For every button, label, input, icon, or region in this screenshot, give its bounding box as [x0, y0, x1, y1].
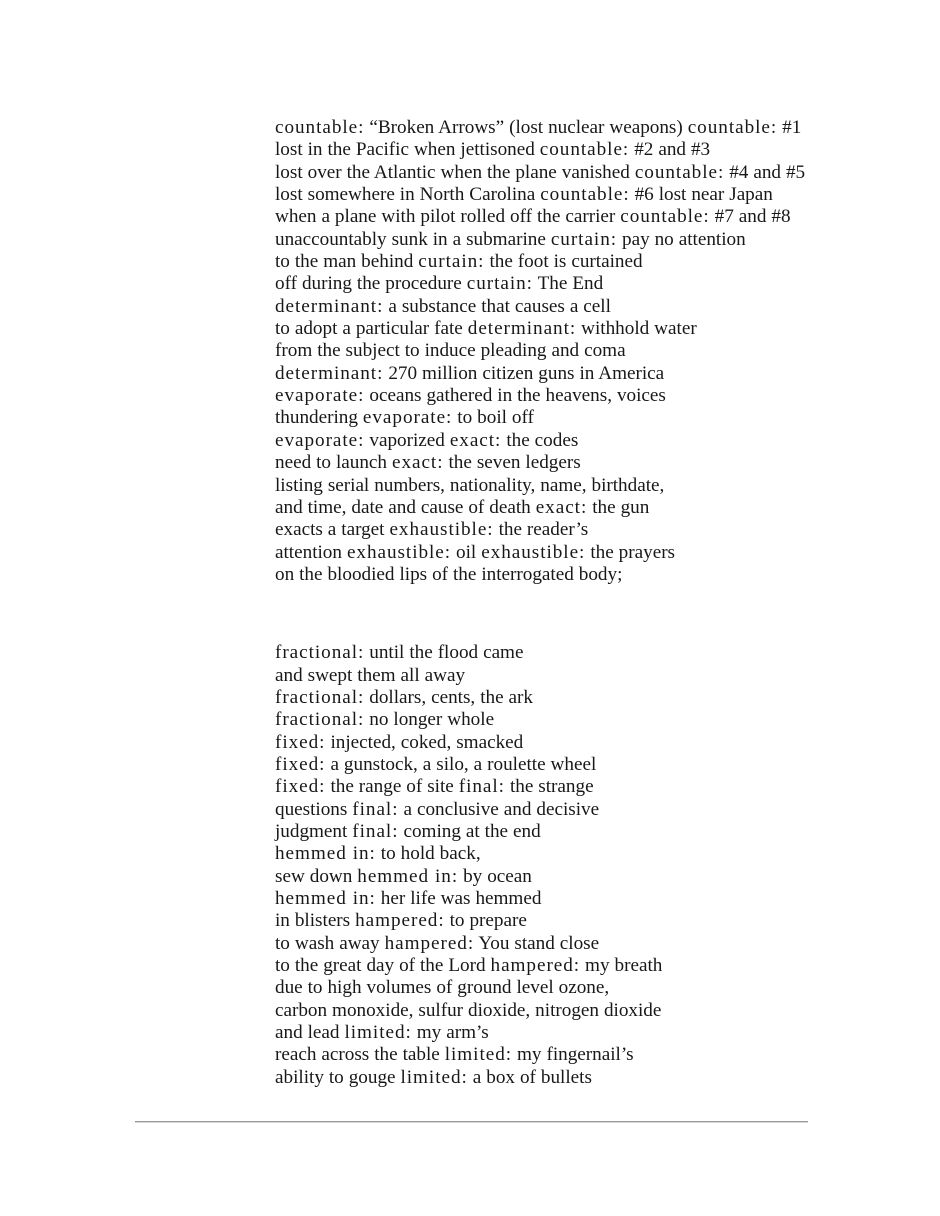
- poem-text-run: the prayers: [585, 541, 676, 563]
- poem-headword: fractional:: [275, 686, 365, 708]
- poem-text-run: attention: [275, 541, 347, 563]
- poem-line: [275, 1022, 835, 1044]
- poem-text-run: to prepare: [444, 910, 527, 932]
- poem-line: [275, 162, 835, 184]
- poem-stanza: [275, 642, 835, 1089]
- poem-headword: determinant:: [275, 362, 384, 384]
- poem-text-run: until the flood came: [364, 642, 524, 664]
- poem-line: [275, 564, 835, 586]
- poem-text-run: to the man behind: [275, 251, 419, 273]
- poem-text-run: to adopt a particular fate: [275, 318, 468, 340]
- poem-headword: fractional:: [275, 642, 365, 664]
- poem-line: [275, 206, 835, 228]
- poem-text-run: pay no attention: [617, 228, 746, 250]
- poem-text-run: a box of bullets: [467, 1066, 592, 1088]
- poem-text-run: the seven ledgers: [443, 452, 581, 474]
- poem-headword: evaporate:: [275, 385, 365, 407]
- poem-text-block: [275, 117, 835, 1089]
- poem-line: [275, 407, 835, 429]
- poem-text-run: and time, date and cause of death: [275, 496, 536, 518]
- poem-text-run: #7 and #8: [709, 206, 791, 228]
- poem-text-run: a gunstock, a silo, a roulette wheel: [325, 753, 597, 775]
- poem-text-run: a substance that causes a cell: [383, 295, 611, 317]
- poem-text-run: the range of site: [325, 776, 459, 798]
- poem-line: [275, 340, 835, 362]
- poem-headword: curtain:: [550, 228, 618, 250]
- poem-headword: limited:: [400, 1066, 468, 1088]
- poem-headword: countable:: [540, 184, 630, 206]
- poem-headword: curtain:: [466, 273, 533, 295]
- poem-line: [275, 888, 835, 910]
- poem-line: [275, 799, 835, 821]
- poem-text-run: the foot is curtained: [484, 251, 643, 273]
- poem-headword: exhaustible:: [481, 541, 586, 563]
- poem-headword: exhaustible:: [346, 541, 452, 563]
- poem-text-run: vaporized: [364, 429, 450, 451]
- poem-line: [275, 1067, 835, 1089]
- poem-headword: exact:: [449, 429, 502, 451]
- poem-line: [275, 296, 835, 318]
- poem-headword: limited:: [444, 1044, 513, 1066]
- poem-headword: hampered:: [490, 955, 581, 977]
- poem-line: [275, 363, 835, 385]
- poem-headword: countable:: [620, 206, 710, 228]
- poem-text-run: injected, coked, smacked: [325, 731, 524, 753]
- poem-text-run: thundering: [275, 407, 363, 429]
- poem-text-run: reach across the table: [275, 1044, 445, 1066]
- poem-text-run: #1: [777, 117, 802, 138]
- poem-text-run: due to high volumes of ground level ozone,: [275, 977, 610, 999]
- poem-text-run: unaccountably sunk in a submarine: [275, 228, 551, 250]
- poem-line: [275, 430, 835, 452]
- poem-headword: final:: [458, 776, 505, 798]
- poem-stanza: [275, 117, 835, 586]
- poem-line: [275, 776, 835, 798]
- poem-line: [275, 687, 835, 709]
- poem-text-run: lost in the Pacific when jettisoned: [275, 139, 540, 161]
- poem-line: [275, 251, 835, 273]
- poem-line: [275, 139, 835, 161]
- poem-text-run: by ocean: [458, 865, 532, 887]
- poem-headword: final:: [352, 798, 399, 820]
- poem-text-run: the codes: [501, 429, 579, 451]
- poem-text-run: dollars, cents, the ark: [364, 686, 533, 708]
- poem-line: [275, 318, 835, 340]
- poem-headword: countable:: [634, 161, 725, 183]
- poem-headword: exact:: [391, 452, 444, 474]
- poem-text-run: lost somewhere in North Carolina: [275, 184, 541, 206]
- poem-text-run: the gun: [587, 496, 650, 518]
- poem-text-run: to the great day of the Lord: [275, 955, 491, 977]
- poem-headword: hampered:: [384, 932, 475, 954]
- poem-headword: hampered:: [355, 910, 445, 932]
- poem-headword: determinant:: [275, 295, 384, 317]
- poem-headword: hemmed in:: [357, 865, 459, 887]
- poem-text-run: judgment: [275, 820, 353, 842]
- poem-text-run: ability to gouge: [275, 1066, 401, 1088]
- poem-headword: fractional:: [275, 709, 365, 731]
- poem-headword: limited:: [344, 1022, 412, 1044]
- poem-text-run: to hold back,: [375, 843, 481, 865]
- poem-text-run: #2 and #3: [629, 139, 711, 161]
- poem-line: [275, 475, 835, 497]
- poem-line: [275, 273, 835, 295]
- poem-text-run: off during the procedure: [275, 273, 467, 295]
- poem-text-run: no longer whole: [364, 709, 495, 731]
- poem-text-run: my arm’s: [411, 1022, 489, 1044]
- poem-text-run: exacts a target: [275, 519, 390, 541]
- poem-text-run: oceans gathered in the heavens, voices: [364, 385, 666, 407]
- poem-line: [275, 452, 835, 474]
- poem-line: [275, 385, 835, 407]
- poem-line: [275, 665, 835, 687]
- poem-line: [275, 709, 835, 731]
- page-footer-rule: [135, 1121, 808, 1123]
- poem-headword: exact:: [535, 496, 588, 518]
- poem-line: [275, 732, 835, 754]
- poem-text-run: oil: [451, 541, 482, 563]
- poem-text-run: and swept them all away: [275, 664, 466, 686]
- poem-line: [275, 1044, 835, 1066]
- poem-text-run: 270 million citizen guns in America: [383, 362, 665, 384]
- poem-line: [275, 642, 835, 664]
- poem-text-run: questions: [275, 798, 353, 820]
- poem-line: [275, 184, 835, 206]
- poem-line: [275, 843, 835, 865]
- poem-text-run: The End: [532, 273, 604, 295]
- poem-text-run: when a plane with pilot rolled off the carrier: [275, 206, 621, 228]
- poem-text-run: the reader’s: [493, 519, 589, 541]
- poem-line: [275, 497, 835, 519]
- poem-line: [275, 977, 835, 999]
- poem-text-run: and lead: [275, 1022, 345, 1044]
- poem-line: [275, 955, 835, 977]
- poem-line: [275, 910, 835, 932]
- poem-headword: final:: [352, 820, 399, 842]
- poem-headword: countable:: [687, 117, 778, 138]
- poem-line: [275, 754, 835, 776]
- poem-text-run: the strange: [504, 776, 594, 798]
- poem-line: [275, 117, 835, 139]
- poem-headword: countable:: [275, 117, 365, 138]
- poem-text-run: You stand close: [474, 932, 600, 954]
- poem-headword: curtain:: [418, 251, 485, 273]
- poem-text-run: her life was hemmed: [375, 888, 542, 909]
- poem-text-run: my breath: [580, 955, 663, 977]
- poem-text-run: #4 and #5: [724, 161, 806, 183]
- poem-text-run: sew down: [275, 865, 358, 887]
- poem-headword: evaporate:: [362, 407, 453, 429]
- poem-text-run: need to launch: [275, 452, 392, 474]
- poem-headword: hemmed in:: [275, 843, 376, 865]
- poem-text-run: from the subject to induce pleading and coma: [275, 340, 626, 362]
- poem-line: [275, 229, 835, 251]
- poem-line: [275, 821, 835, 843]
- poem-line: [275, 866, 835, 888]
- poem-headword: fixed:: [275, 731, 326, 753]
- poem-headword: evaporate:: [275, 429, 365, 451]
- poem-line: [275, 519, 835, 541]
- poem-headword: fixed:: [275, 753, 326, 775]
- poem-headword: countable:: [539, 139, 630, 161]
- poem-text-run: withhold water: [576, 318, 697, 340]
- poem-text-run: my fingernail’s: [512, 1044, 634, 1066]
- poem-text-run: to boil off: [452, 407, 534, 429]
- poem-text-run: listing serial numbers, nationality, name, birthdate,: [275, 474, 665, 496]
- poem-headword: fixed:: [275, 776, 326, 798]
- poem-line: [275, 1000, 835, 1022]
- poem-text-run: “Broken Arrows” (lost nuclear weapons): [364, 117, 688, 138]
- poem-headword: determinant:: [467, 318, 577, 340]
- poem-text-run: carbon monoxide, sulfur dioxide, nitrogen dioxide: [275, 999, 662, 1021]
- poem-headword: hemmed in:: [275, 888, 376, 909]
- poem-text-run: a conclusive and decisive: [398, 798, 600, 820]
- poem-text-run: to wash away: [275, 932, 385, 954]
- poem-text-run: in blisters: [275, 910, 356, 932]
- poem-text-run: coming at the end: [398, 820, 541, 842]
- poem-text-run: #6 lost near Japan: [629, 184, 773, 206]
- poem-line: [275, 933, 835, 955]
- poem-text-run: lost over the Atlantic when the plane vanished: [275, 161, 635, 183]
- poem-line: [275, 542, 835, 564]
- poem-headword: exhaustible:: [389, 519, 494, 541]
- poem-text-run: on the bloodied lips of the interrogated body;: [275, 563, 623, 585]
